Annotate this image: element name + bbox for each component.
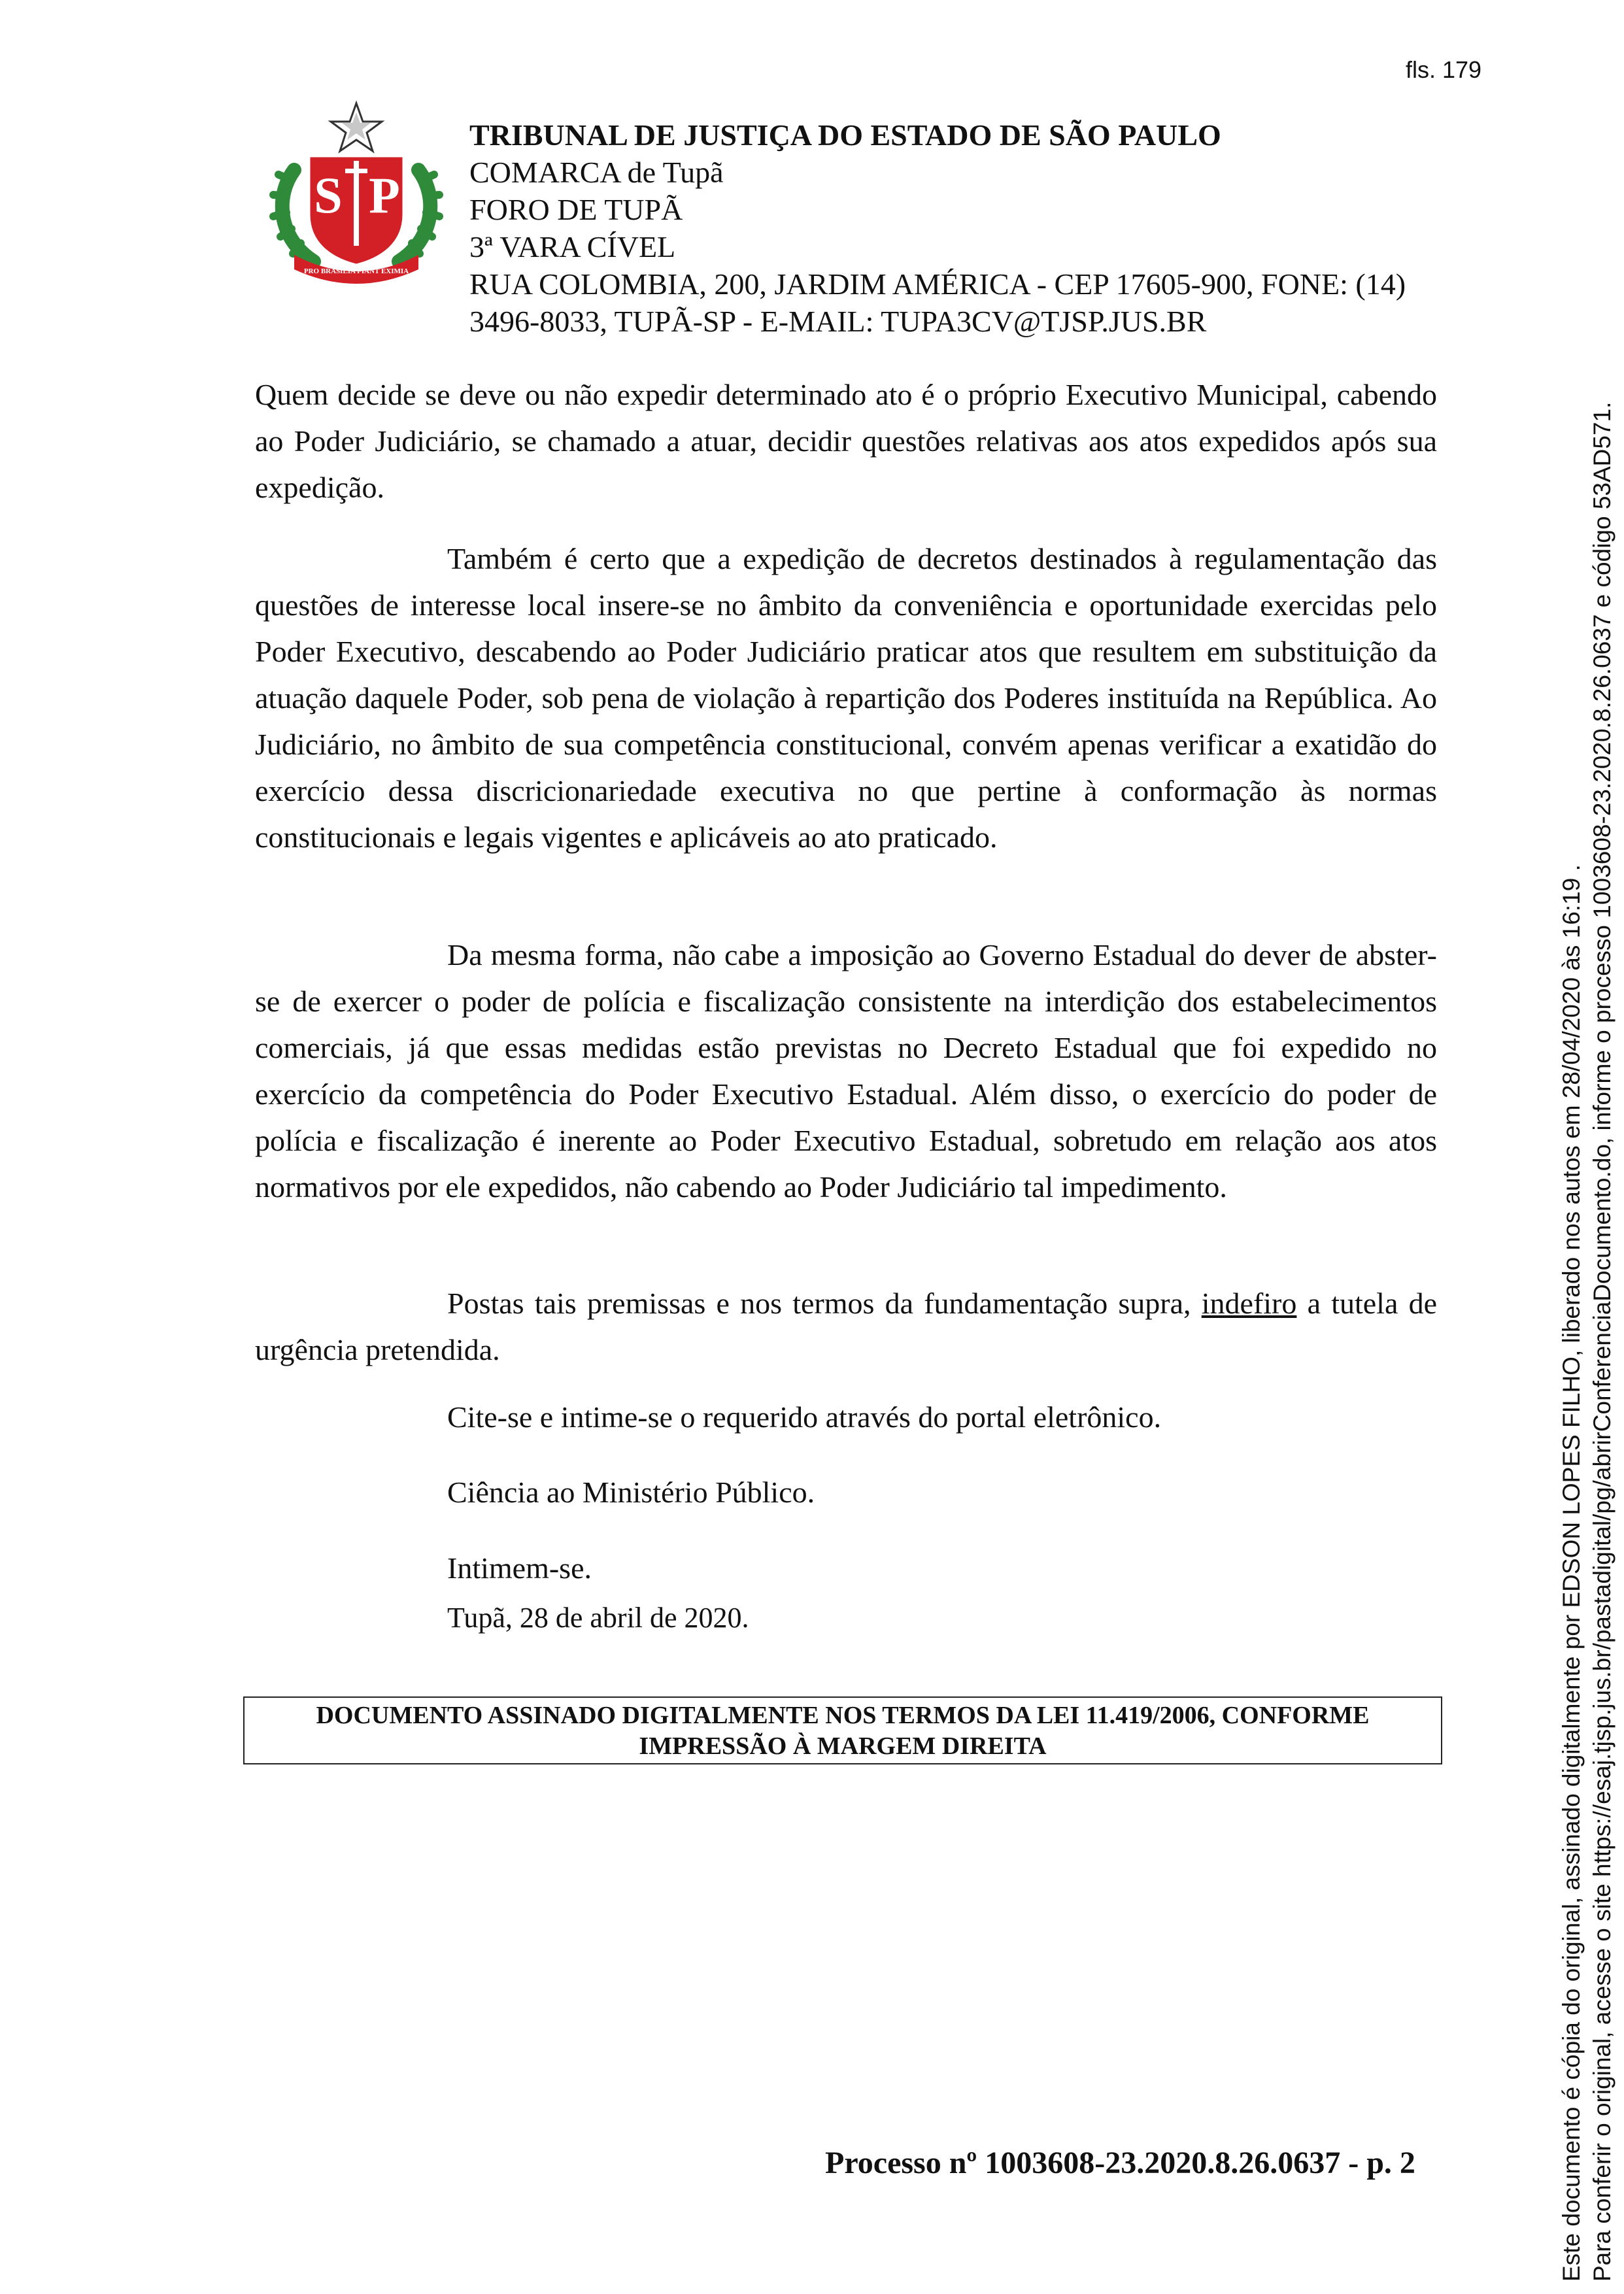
seal-monogram-p: P xyxy=(369,167,400,224)
paragraph-4 xyxy=(255,1280,1437,1373)
paragraph-1-text: Quem decide se deve ou não expedir determinado ato é o próprio Executivo Municipal, cabendo ao Poder Judiciário, se chamado a atuar, decidir questões relativas aos atos expedidos após sua expedição. xyxy=(255,378,1437,504)
paragraph-2 xyxy=(255,535,1437,860)
vara: 3ª VARA CÍVEL xyxy=(469,230,676,263)
document-date: Tupã, 28 de abril de 2020. xyxy=(447,1602,749,1634)
seal-motto: PRO BRASILIA FIANT EXIMIA xyxy=(303,267,409,275)
margin-stamp-line-1: Este documento é cópia do original, assinado digitalmente por EDSON LOPES FILHO, liberado nos autos em 28/04/2020 às 16:19 . xyxy=(1558,864,1585,2282)
paragraph-4-text xyxy=(255,1280,1437,1373)
seal-monogram-s: S xyxy=(314,167,343,224)
margin-stamp-line-2: Para conferir o original, acesse o site https://esaj.tjsp.jus.br/pastadigital/pg/abrirConferenciaDocumento.do, informe o processo 1003608-23.2020.8.26.0637 e código 53AD571. xyxy=(1589,401,1616,2282)
paragraph-3 xyxy=(255,932,1437,1210)
intimem-line: Intimem-se. xyxy=(447,1551,592,1585)
court-header xyxy=(469,116,1450,340)
process-number: Processo nº 1003608-23.2020.8.26.0637 - p. 2 xyxy=(825,2146,1415,2180)
digital-signature-notice xyxy=(243,1696,1442,1764)
paragraph-3-text: Da mesma forma, não cabe a imposição ao Governo Estadual do dever de abster-se de exercer o poder de polícia e fiscalização consistente na interdição dos estabelecimentos comerciais, já que essas medidas estão previstas no Decreto Estadual que foi expedido no exercício da competência do Poder Executivo Estadual. Além disso, o exercício do poder de polícia e fiscalização é inerente ao Poder Executivo Estadual, sobretudo em relação aos atos normativos por ele expedidos, não cabendo ao Poder Judiciário tal impedimento. xyxy=(255,938,1437,1204)
signature-notice-line-2: IMPRESSÃO À MARGEM DIREITA xyxy=(639,1732,1047,1760)
signature-notice-line-1: DOCUMENTO ASSINADO DIGITALMENTE NOS TERMOS DA LEI 11.419/2006, CONFORME xyxy=(316,1702,1370,1729)
paragraph-4-before: Postas tais premissas e nos termos da fundamentação supra, xyxy=(447,1287,1202,1320)
comarca: COMARCA de Tupã xyxy=(469,156,724,189)
margin-authentication-stamp xyxy=(1556,402,1617,2282)
paragraph-1 xyxy=(255,371,1437,511)
paragraph-2-text: Também é certo que a expedição de decretos destinados à regulamentação das questões de interesse local insere-se no âmbito da conveniência e oportunidade exercidas pelo Poder Executivo, descabendo ao Poder Judiciário praticar atos que resultem em substituição da atuação daquele Poder, sob pena de violação à repartição dos Poderes instituída na República. Ao Judiciário, no âmbito de sua competência constitucional, convém apenas verificar a exatidão do exercício dessa discricionariedade executiva no que pertine à conformação às normas constitucionais e legais vigentes e aplicáveis ao ato praticado. xyxy=(255,542,1437,854)
paragraph-4-after: a tutela de urgência pretendida. xyxy=(255,1287,1437,1366)
ministerio-line: Ciência ao Ministério Público. xyxy=(447,1476,815,1509)
citation-line: Cite-se e intime-se o requerido através do portal eletrônico. xyxy=(447,1400,1162,1434)
indefiro-emphasis: indefiro xyxy=(1201,1287,1297,1320)
foro: FORO DE TUPÃ xyxy=(469,193,683,226)
court-name: TRIBUNAL DE JUSTIÇA DO ESTADO DE SÃO PAULO xyxy=(469,118,1221,152)
sao-paulo-seal-icon xyxy=(268,98,445,288)
page-reference: fls. 179 xyxy=(1406,56,1482,83)
address-line-1: RUA COLOMBIA, 200, JARDIM AMÉRICA - CEP 17605-900, FONE: (14) xyxy=(469,267,1406,301)
address-line-2: 3496-8033, TUPÃ-SP - E-MAIL: TUPA3CV@TJSP.JUS.BR xyxy=(469,305,1207,338)
